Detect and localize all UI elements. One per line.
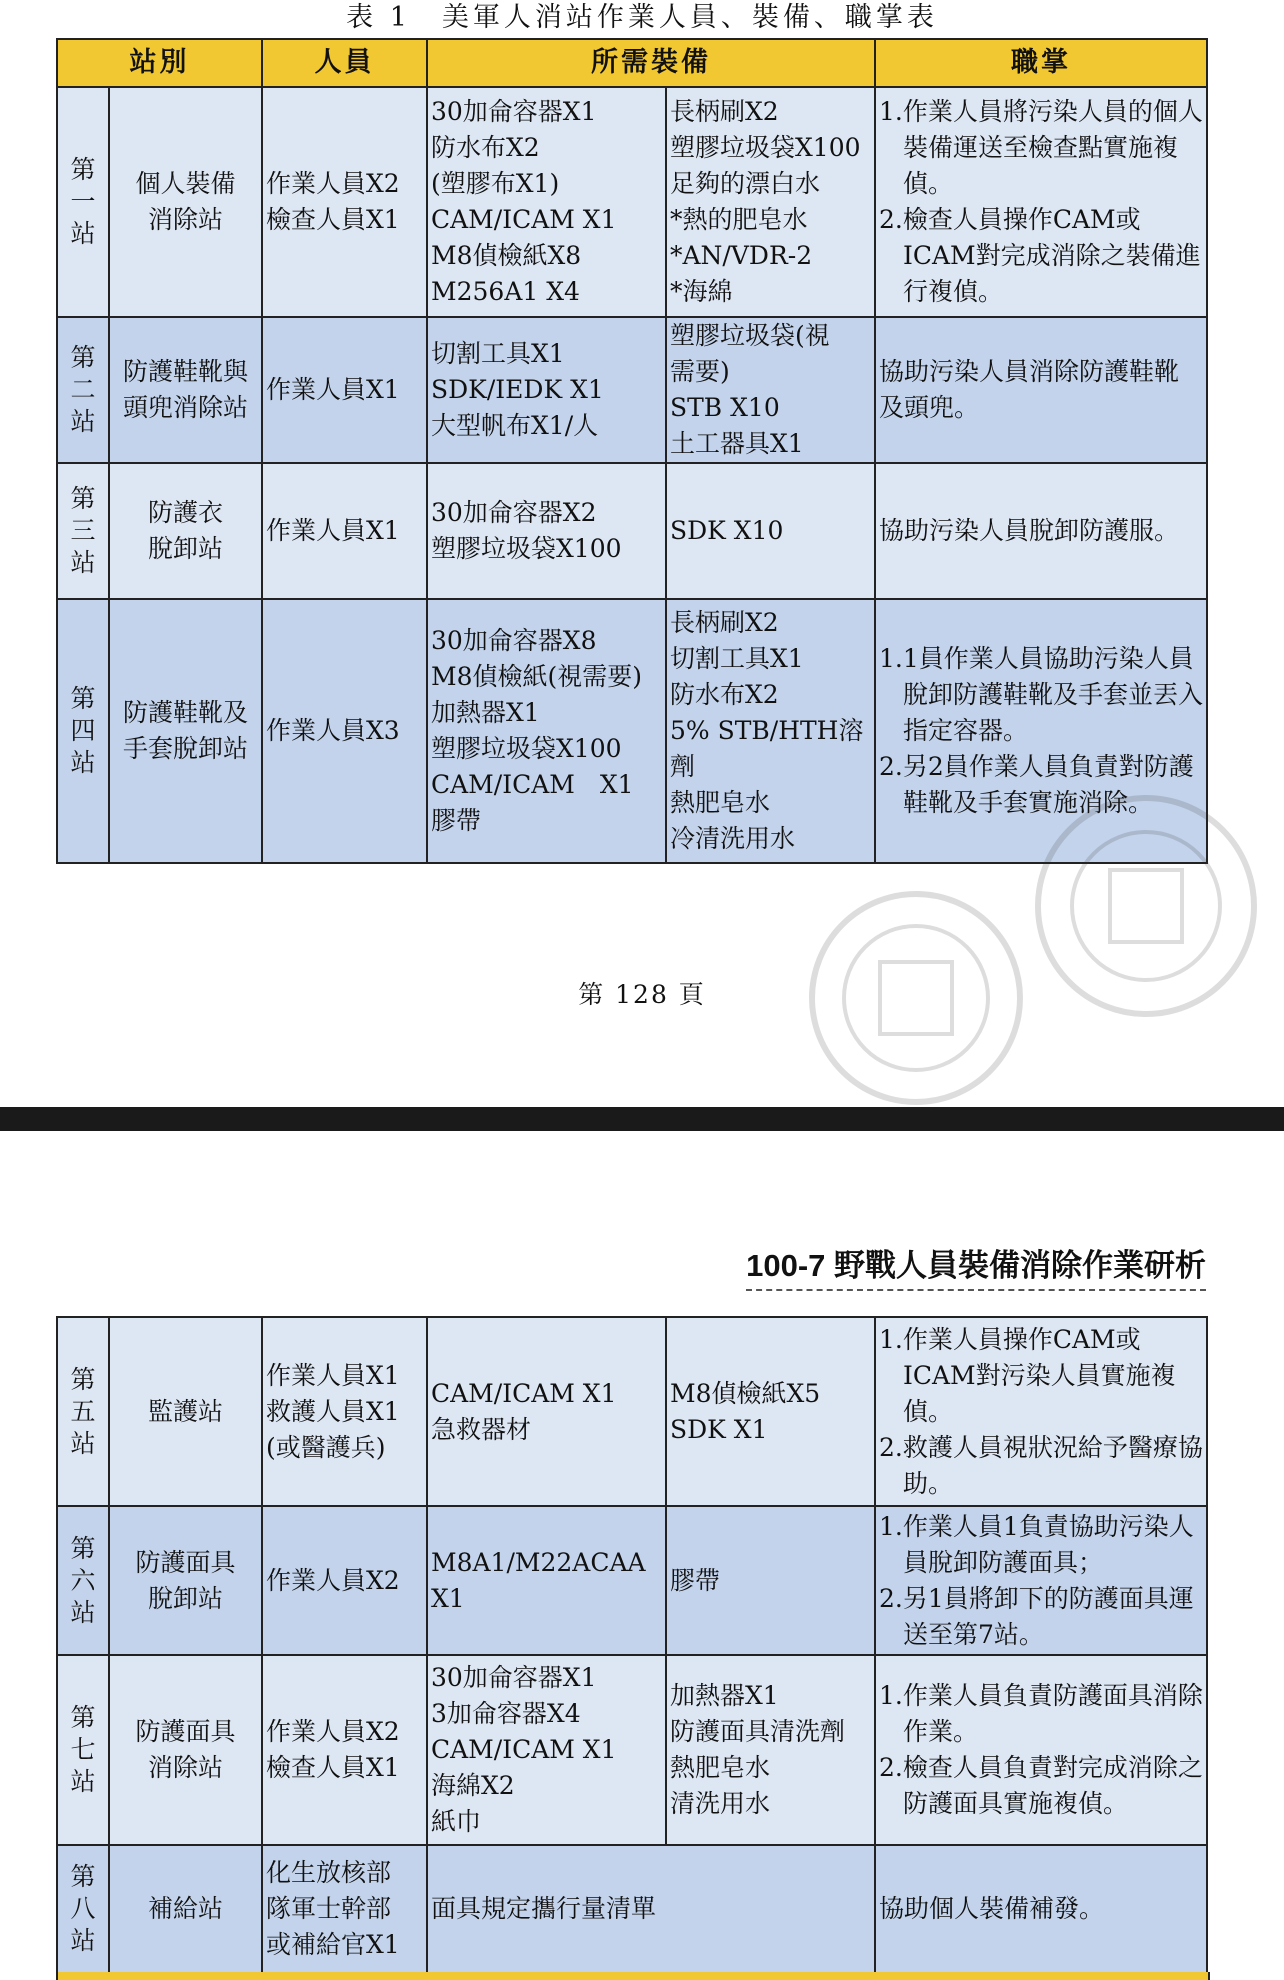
station-char: 站 xyxy=(70,1926,96,1955)
station-char: 七 xyxy=(70,1735,96,1764)
equipment-line: (塑膠布X1) xyxy=(431,169,560,198)
equipment-line: 足夠的漂白水 xyxy=(670,169,821,198)
equipment-line: 土工器具X1 xyxy=(670,429,804,458)
duty-line: 2.另2員作業人員負責對防護鞋靴及手套實施消除。 xyxy=(879,752,1194,817)
equipment-col2 xyxy=(666,87,875,317)
equipment-line: 加熱器X1 xyxy=(431,698,540,727)
equipment-line: X1 xyxy=(431,1583,465,1613)
station-number xyxy=(57,317,109,463)
page-divider xyxy=(0,1107,1284,1131)
table-caption: 表 1 美軍人消站作業人員、裝備、職掌表 xyxy=(346,2,938,33)
equipment-line: CAM/ICAM X1 xyxy=(431,770,634,799)
personnel xyxy=(262,599,427,863)
table-row xyxy=(57,87,1207,317)
station-name xyxy=(109,599,262,863)
equipment-line: 3加侖容器X4 xyxy=(431,1699,581,1728)
duty xyxy=(875,87,1207,317)
equipment-col1 xyxy=(427,1655,666,1845)
station-name xyxy=(109,317,262,463)
equipment-line: M8偵檢紙(視需要) xyxy=(431,662,643,691)
equipment-line: 面具規定攜行量清單 xyxy=(431,1894,657,1923)
table-row xyxy=(57,463,1207,599)
equipment-line: *熱的肥皂水 xyxy=(670,205,808,234)
equipment-line: M8偵檢紙X8 xyxy=(431,241,582,270)
table-row xyxy=(57,1845,1207,1973)
header-equipment: 所需裝備 xyxy=(427,39,875,87)
equipment-line: 5% STB/HTH溶 xyxy=(670,716,864,745)
station-char: 八 xyxy=(70,1894,96,1923)
station-char: 站 xyxy=(70,1767,96,1796)
station-name-line: 個人裝備 xyxy=(135,169,236,198)
equipment-line: CAM/ICAM X1 xyxy=(431,205,617,234)
equipment-col1 xyxy=(427,599,666,863)
library-stamp-icon xyxy=(1032,792,1260,1020)
personnel xyxy=(262,1655,427,1845)
equipment-line: 需要) xyxy=(670,357,730,386)
equipment-line: 熱肥皂水 xyxy=(670,1753,771,1782)
page-129 xyxy=(0,1131,1284,1980)
equipment-line: 長柄刷X2 xyxy=(670,97,779,126)
equipment-table-part2 xyxy=(56,1316,1208,1974)
equipment-line: 塑膠垃圾袋X100 xyxy=(431,734,622,763)
duty-line: 2.救護人員視狀況給予醫療協助。 xyxy=(879,1432,1203,1498)
equipment-line: M8偵檢紙X5 xyxy=(670,1378,821,1408)
equipment-line: 塑膠垃圾袋X100 xyxy=(431,534,622,563)
station-name xyxy=(109,1317,262,1506)
personnel-line: 檢查人員X1 xyxy=(266,1753,400,1782)
station-name-line: 防護面具 xyxy=(135,1547,236,1577)
equipment-line: 30加侖容器X1 xyxy=(431,97,597,126)
duty-line: 1.1員作業人員協助污染人員脫卸防護鞋靴及手套並丟入指定容器。 xyxy=(879,644,1204,745)
station-name-line: 防護鞋靴與 xyxy=(122,357,248,386)
equipment-line: *AN/VDR-2 xyxy=(670,241,813,270)
table-header-row xyxy=(57,39,1207,87)
station-number xyxy=(57,1317,109,1506)
duty-line: 協助個人裝備補發。 xyxy=(879,1894,1105,1923)
personnel xyxy=(262,87,427,317)
equipment-line: M256A1 X4 xyxy=(431,277,580,306)
equipment-line: SDK X10 xyxy=(670,516,784,545)
station-name xyxy=(109,87,262,317)
station-char: 第 xyxy=(70,484,96,513)
station-name xyxy=(109,463,262,599)
station-name xyxy=(109,1845,262,1973)
personnel-line: 隊軍士幹部 xyxy=(266,1894,392,1923)
personnel-line: 或補給官X1 xyxy=(266,1930,400,1959)
equipment-table-part1 xyxy=(56,38,1208,864)
personnel-line: 作業人員X2 xyxy=(266,169,400,198)
table-bottom-bar xyxy=(56,1972,1210,1980)
equipment-line: CAM/ICAM X1 xyxy=(431,1735,617,1764)
station-name-line: 防護鞋靴及 xyxy=(122,698,248,727)
equipment-line: 加熱器X1 xyxy=(670,1681,779,1710)
station-name-line: 脫卸站 xyxy=(147,1583,223,1613)
station-number xyxy=(57,599,109,863)
table-row xyxy=(57,1317,1207,1506)
station-char: 站 xyxy=(70,1597,96,1627)
duty xyxy=(875,1845,1207,1973)
table-row xyxy=(57,1655,1207,1845)
station-char: 六 xyxy=(70,1565,96,1595)
equipment-line: 塑膠垃圾袋(視 xyxy=(670,321,830,350)
personnel-line: 救護人員X1 xyxy=(266,1396,400,1426)
station-name-line: 防護衣 xyxy=(147,498,223,527)
duty xyxy=(875,1655,1207,1845)
personnel-line: 作業人員X3 xyxy=(266,716,400,745)
equipment-line: 防護面具清洗劑 xyxy=(670,1717,846,1746)
station-char: 第 xyxy=(70,1862,96,1891)
station-name-line: 監護站 xyxy=(147,1396,223,1426)
station-name xyxy=(109,1506,262,1655)
station-char: 第 xyxy=(70,684,96,713)
station-name-line: 脫卸站 xyxy=(147,534,223,563)
personnel xyxy=(262,317,427,463)
personnel-line: 作業人員X1 xyxy=(266,1360,400,1390)
header-duty: 職掌 xyxy=(875,39,1207,87)
equipment-line: 切割工具X1 xyxy=(431,339,565,368)
personnel xyxy=(262,1317,427,1506)
station-char: 第 xyxy=(70,1703,96,1732)
equipment-line: 清洗用水 xyxy=(670,1789,771,1818)
equipment-line: 海綿X2 xyxy=(431,1771,515,1800)
station-name-line: 補給站 xyxy=(147,1894,223,1923)
equipment-line: 冷清洗用水 xyxy=(670,824,796,853)
station-char: 站 xyxy=(70,407,96,436)
equipment-line: 塑膠垃圾袋X100 xyxy=(670,133,861,162)
station-number xyxy=(57,1506,109,1655)
library-stamp-icon xyxy=(806,888,1026,1108)
duty-line: 協助污染人員脫卸防護服。 xyxy=(879,516,1180,545)
equipment-line: 急救器材 xyxy=(431,1414,532,1444)
equipment-col1 xyxy=(427,87,666,317)
equipment-col1 xyxy=(427,1317,666,1506)
personnel-line: (或醫護兵) xyxy=(266,1432,386,1462)
equipment-line: STB X10 xyxy=(670,393,780,422)
equipment-line: 紙巾 xyxy=(431,1807,482,1836)
equipment-line: 防水布X2 xyxy=(670,680,779,709)
equipment-col1 xyxy=(427,463,666,599)
equipment-col2 xyxy=(666,1655,875,1845)
duty-line: 2.檢查人員操作CAM或ICAM對完成消除之裝備進行複偵。 xyxy=(879,205,1201,306)
station-name xyxy=(109,1655,262,1845)
duty-line: 2.檢查人員負責對完成消除之防護面具實施複偵。 xyxy=(879,1753,1203,1818)
personnel xyxy=(262,463,427,599)
duty-line: 1.作業人員負責防護面具消除作業。 xyxy=(879,1681,1203,1746)
equipment-col1 xyxy=(427,317,666,463)
page-number: 第 128 頁 xyxy=(578,980,706,1009)
equipment-line: 膠帶 xyxy=(670,1565,721,1595)
equipment-line: CAM/ICAM X1 xyxy=(431,1378,617,1408)
station-name-line: 防護面具 xyxy=(135,1717,236,1746)
personnel-line: 化生放核部 xyxy=(266,1858,392,1887)
equipment-line: 膠帶 xyxy=(431,806,482,835)
personnel-line: 作業人員X2 xyxy=(266,1565,400,1595)
duty-line: 協助污染人員消除防護鞋靴及頭兜。 xyxy=(879,357,1180,422)
station-number xyxy=(57,87,109,317)
equipment-col1 xyxy=(427,1506,666,1655)
station-char: 一 xyxy=(70,187,96,216)
personnel-line: 檢查人員X1 xyxy=(266,205,400,234)
station-char: 四 xyxy=(70,716,96,745)
equipment-col2 xyxy=(666,1506,875,1655)
station-char: 第 xyxy=(70,343,96,372)
table-row xyxy=(57,317,1207,463)
equipment-line: 30加侖容器X8 xyxy=(431,626,597,655)
equipment-line: M8A1/M22ACAA xyxy=(431,1547,646,1577)
header-station: 站別 xyxy=(57,39,262,87)
equipment-col2 xyxy=(666,599,875,863)
station-char: 三 xyxy=(70,516,96,545)
equipment-col2 xyxy=(666,317,875,463)
duty xyxy=(875,1506,1207,1655)
equipment-line: SDK/IEDK X1 xyxy=(431,375,604,404)
personnel-line: 作業人員X1 xyxy=(266,375,400,404)
station-char: 站 xyxy=(70,548,96,577)
table-row xyxy=(57,599,1207,863)
equipment-col2 xyxy=(666,1317,875,1506)
station-number xyxy=(57,1845,109,1973)
duty xyxy=(875,463,1207,599)
duty xyxy=(875,1317,1207,1506)
station-name-line: 頭兜消除站 xyxy=(122,393,248,422)
equipment-line: 大型帆布X1/人 xyxy=(431,411,599,440)
equipment-line: 切割工具X1 xyxy=(670,644,804,673)
table-row xyxy=(57,1506,1207,1655)
station-name-line: 消除站 xyxy=(147,1753,223,1782)
equipment-col2 xyxy=(666,463,875,599)
station-char: 站 xyxy=(70,748,96,777)
station-name-line: 消除站 xyxy=(147,205,223,234)
personnel xyxy=(262,1506,427,1655)
equipment-line: *海綿 xyxy=(670,277,733,306)
personnel-line: 作業人員X1 xyxy=(266,516,400,545)
equipment-line: 防水布X2 xyxy=(431,133,540,162)
station-char: 站 xyxy=(70,219,96,248)
duty xyxy=(875,317,1207,463)
station-char: 第 xyxy=(70,1533,96,1563)
duty-line: 1.作業人員將污染人員的個人裝備運送至檢查點實施複偵。 xyxy=(879,97,1203,198)
station-char: 第 xyxy=(70,155,96,184)
station-number xyxy=(57,463,109,599)
equipment-line: 熱肥皂水 xyxy=(670,788,771,817)
station-char: 第 xyxy=(70,1364,96,1394)
station-char: 二 xyxy=(70,375,96,404)
equipment-line: 30加侖容器X2 xyxy=(431,498,597,527)
station-name-line: 手套脫卸站 xyxy=(122,734,248,763)
header-personnel: 人員 xyxy=(262,39,427,87)
duty-line: 1.作業人員1負責協助污染人員脫卸防護面具； xyxy=(879,1511,1194,1577)
running-header: 100-7 野戰人員裝備消除作業研析 xyxy=(746,1240,1206,1291)
equipment-line: SDK X1 xyxy=(670,1414,768,1444)
equipment-line: 長柄刷X2 xyxy=(670,608,779,637)
equipment-line: 30加侖容器X1 xyxy=(431,1663,597,1692)
equipment-line: 劑 xyxy=(670,752,696,781)
personnel xyxy=(262,1845,427,1973)
equipment-merged xyxy=(427,1845,875,1973)
station-char: 五 xyxy=(70,1396,96,1426)
duty-line: 1.作業人員操作CAM或ICAM對污染人員實施複偵。 xyxy=(879,1324,1176,1426)
duty-line: 2.另1員將卸下的防護面具運送至第7站。 xyxy=(879,1583,1194,1649)
personnel-line: 作業人員X2 xyxy=(266,1717,400,1746)
station-number xyxy=(57,1655,109,1845)
station-char: 站 xyxy=(70,1428,96,1458)
